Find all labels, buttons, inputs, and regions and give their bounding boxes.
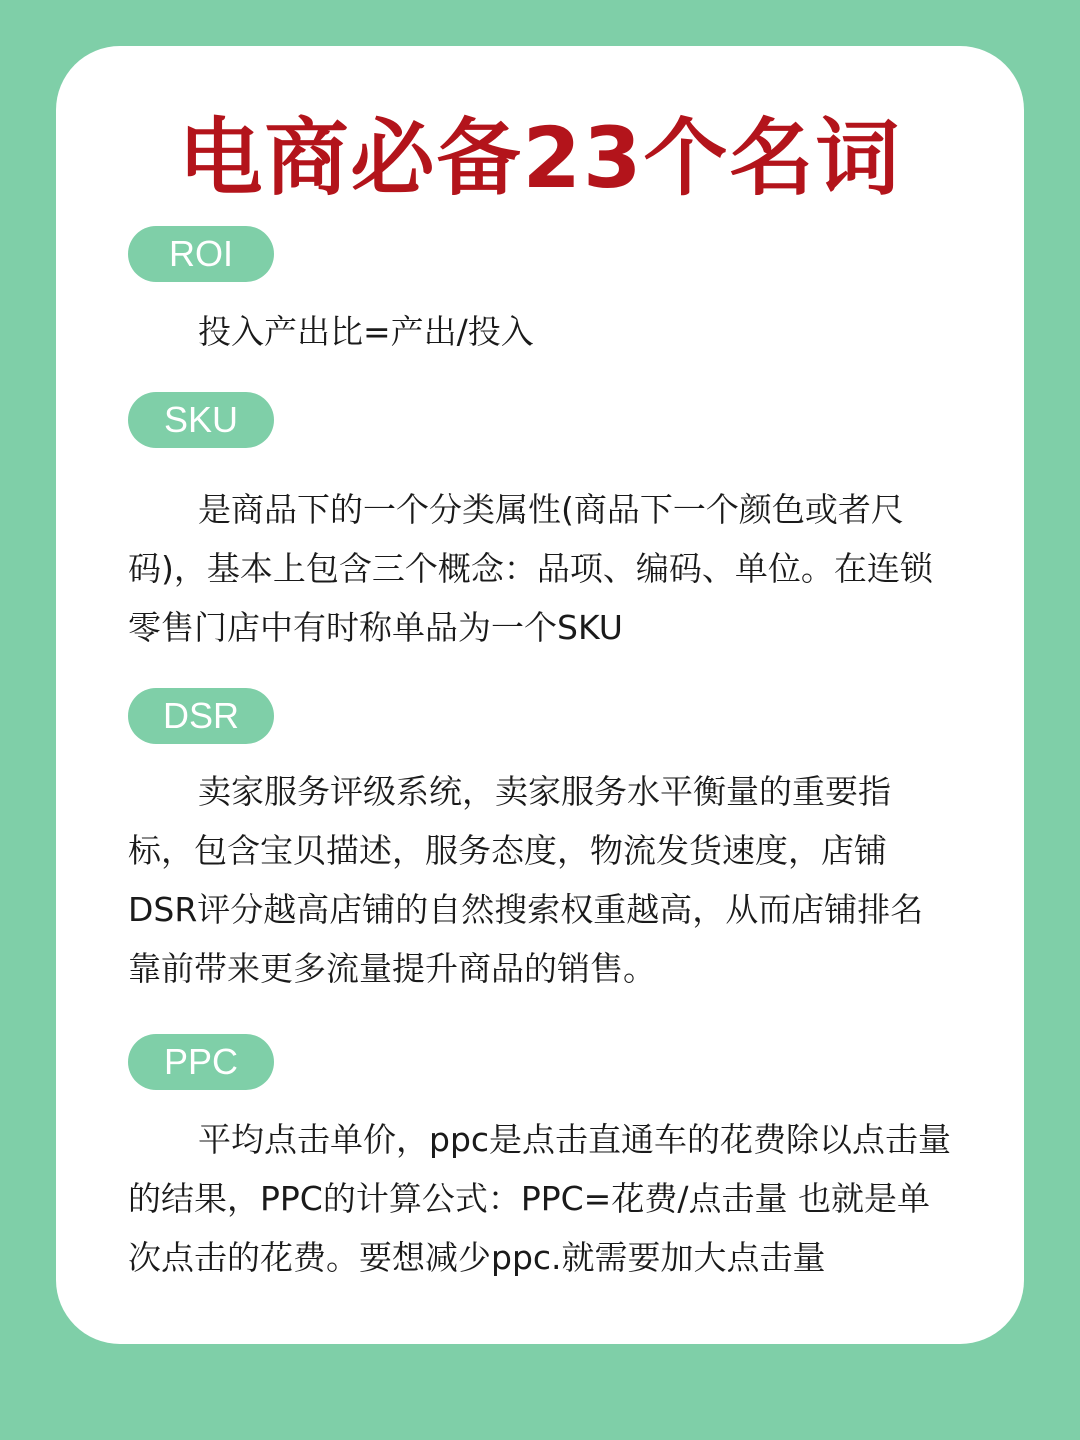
term-badge-ppc: PPC (128, 1034, 274, 1090)
term-badge-roi: ROI (128, 226, 274, 282)
page-title: 电商必备23个名词 (178, 109, 902, 207)
term-description-sku: 是商品下的一个分类属性(商品下一个颜色或者尺码)，基本上包含三个概念：品项、编码、单位。在连锁零售门店中有时称单品为一个SKU (128, 490, 933, 647)
term-description-ppc: 平均点击单价，ppc是点击直通车的花费除以点击量的结果，PPC的计算公式：PPC=花费/点击量 也就是单次点击的花费。要想减少ppc.就需要加大点击量 (128, 1120, 952, 1277)
term-badge-dsr: DSR (128, 688, 274, 744)
term-description-roi: 投入产出比=产出/投入 (198, 312, 534, 351)
term-description-dsr: 卖家服务评级系统，卖家服务水平衡量的重要指标，包含宝贝描述，服务态度，物流发货速度，店铺DSR评分越高店铺的自然搜索权重越高，从而店铺排名靠前带来更多流量提升商品的销售。 (128, 772, 924, 988)
term-badge-sku: SKU (128, 392, 274, 448)
